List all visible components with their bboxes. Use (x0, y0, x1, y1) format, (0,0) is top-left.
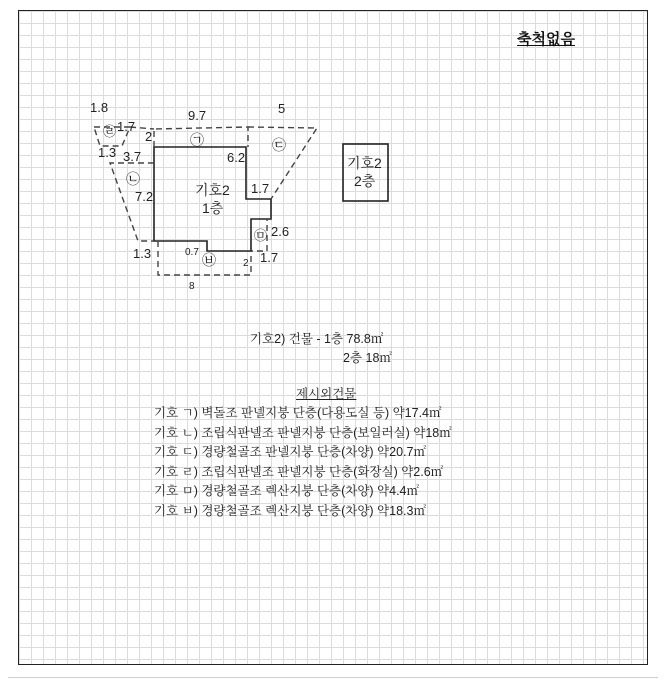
summary-second-floor: 2층 18㎡ (343, 351, 392, 365)
dim-1-7-top: 1.7 (117, 119, 136, 134)
dim-6-2: 6.2 (227, 150, 246, 165)
annex-title: 제시외건물 (296, 387, 357, 401)
dim-1-7-bottom: 1.7 (260, 250, 279, 265)
dim-3-7: 3.7 (123, 149, 142, 164)
dim-8: 8 (189, 281, 195, 292)
second-floor-label-line1: 기호2 (347, 155, 382, 171)
main-building-label-line1: 기호2 (195, 182, 230, 198)
second-floor-label-line2: 2층 (354, 173, 376, 189)
annex-item-bieup: 기호 ㅂ) 경량철골조 렉산지붕 단층(차양) 약18.3㎡ (154, 503, 426, 518)
dim-0-7: 0.7 (185, 247, 199, 258)
annex-item-giyeok: 기호 ㄱ) 벽돌조 판넬지붕 단층(다용도실 등) 약17.4㎡ (154, 406, 442, 420)
annex-list (154, 403, 452, 521)
marker-rieul: ㉣ (103, 124, 117, 139)
dim-1-8: 1.8 (90, 100, 109, 115)
dim-2-6: 2.6 (271, 224, 290, 239)
marker-giyeok: ㉠ (190, 132, 204, 148)
annex-item-mieum: 기호 ㅁ) 경량철골조 렉산지붕 단층(차양) 약4.4㎡ (154, 484, 420, 499)
marker-mieum: ㉤ (254, 228, 268, 243)
building-summary (250, 329, 392, 367)
marker-nieun: ㉡ (126, 171, 140, 187)
scale-note: 축척없음 (517, 31, 575, 48)
dim-7-2: 7.2 (135, 189, 154, 204)
annex-item-rieul: 기호 ㄹ) 조립식판넬조 판넬지붕 단층(화장실) 약2.6㎡ (154, 464, 444, 479)
summary-first-floor: 기호2) 건물 - 1층 78.8㎡ (250, 332, 384, 346)
marker-bieup: ㉥ (202, 252, 216, 268)
main-building-label-line2: 1층 (202, 200, 224, 216)
annex-item-digeut: 기호 ㄷ) 경량철골조 판넬지붕 단층(차양) 약20.7㎡ (154, 445, 426, 460)
dim-1-7-mid: 1.7 (251, 181, 270, 196)
marker-digeut: ㉢ (272, 137, 286, 153)
dim-2: 2 (145, 129, 153, 144)
dim-1-3-left: 1.3 (98, 145, 117, 160)
dim-5: 5 (278, 101, 286, 116)
dim-1-3-bottom: 1.3 (133, 246, 152, 261)
dim-9-7: 9.7 (188, 108, 207, 123)
annex-item-nieun: 기호 ㄴ) 조립식판넬조 판넬지붕 단층(보일러실) 약18㎡ (154, 425, 452, 440)
dim-2-bottom: 2 (243, 258, 249, 269)
